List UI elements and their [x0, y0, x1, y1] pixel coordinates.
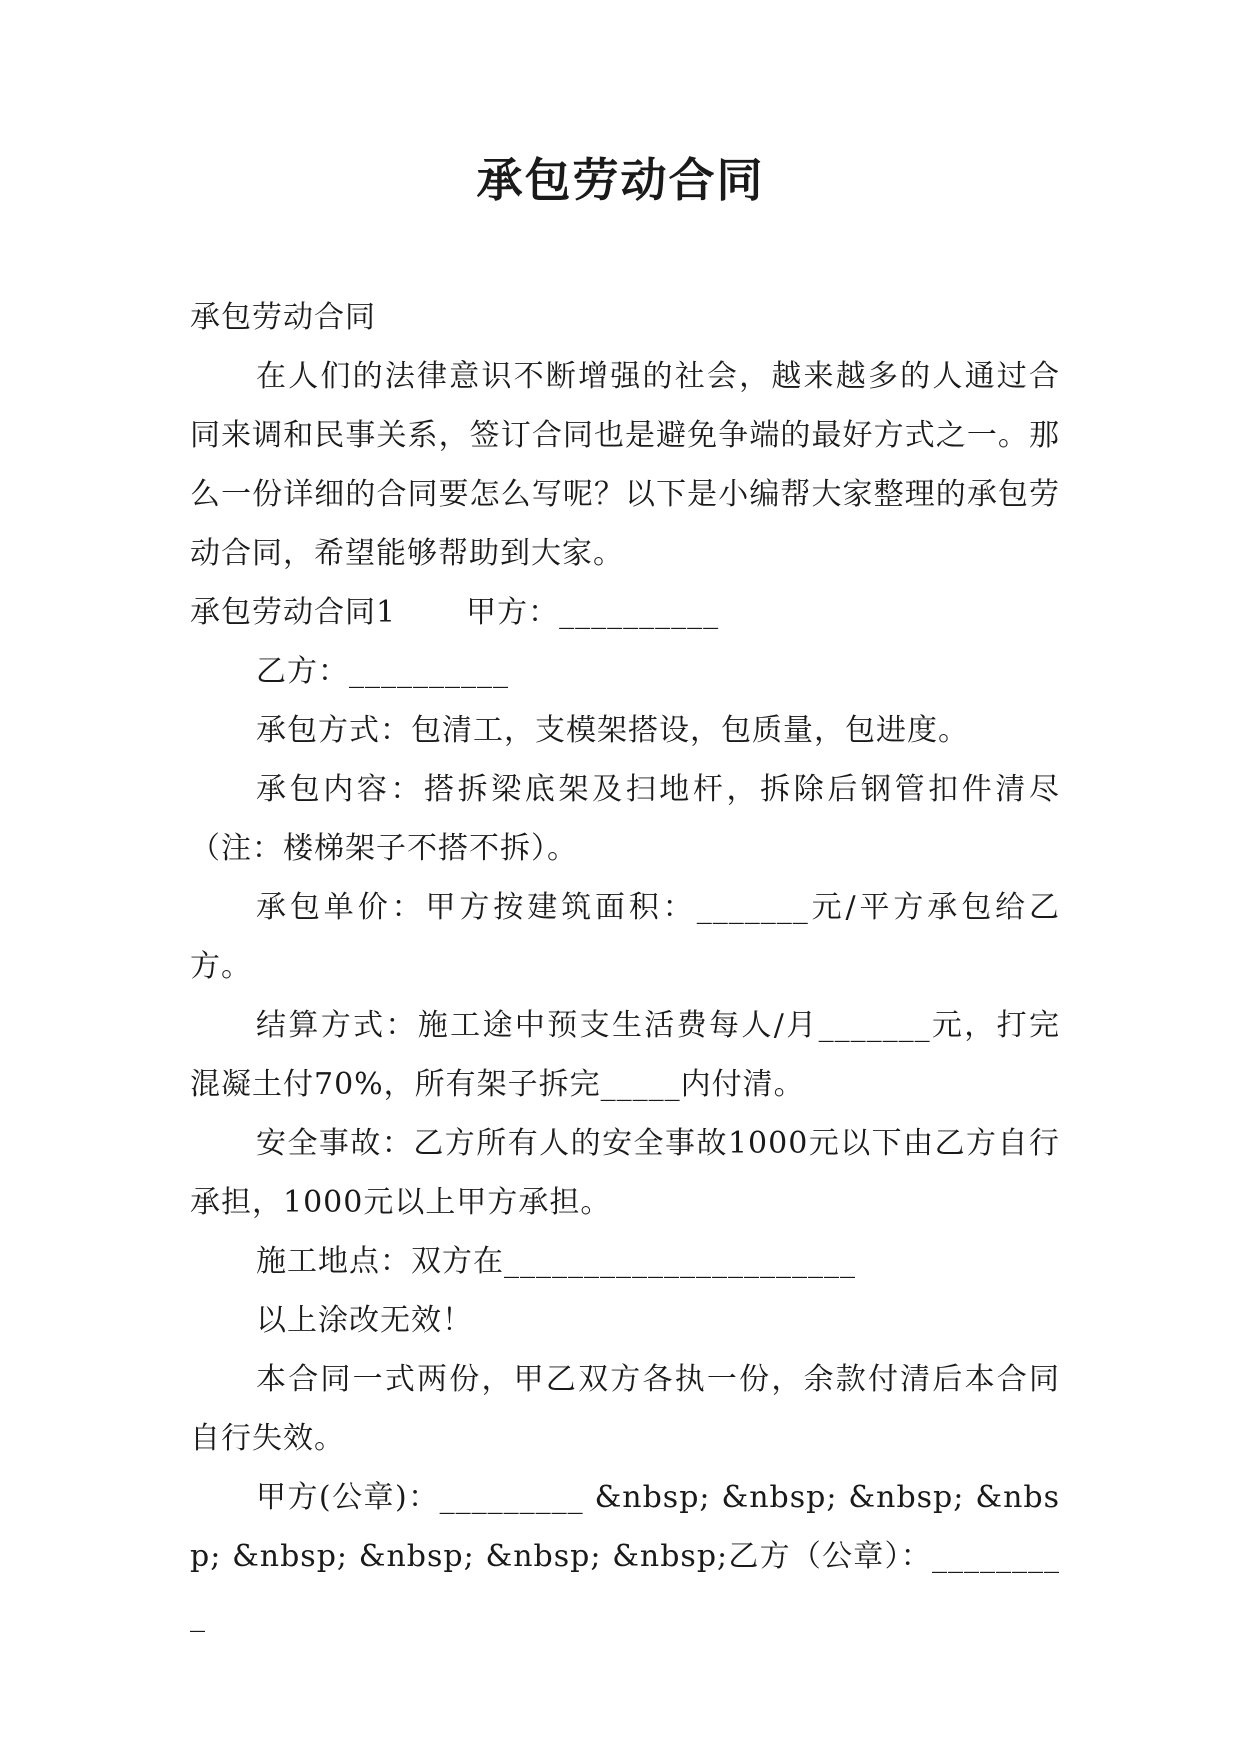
document-title: 承包劳动合同 — [476, 153, 765, 207]
construction-site: 施工地点：双方在______________________ — [256, 1244, 856, 1279]
contract-heading: 承包劳动合同1 — [190, 595, 397, 630]
signature-line: 甲方(公章)：_________ &nbsp; &nbsp; &nbsp; &nbsp; &nbsp; &nbsp; &nbsp; &nbsp;乙方（公章）：_________ — [190, 1480, 1060, 1633]
settlement-method: 结算方式：施工途中预支生活费每人/月_______元，打完混凝土付70%，所有架子拆完_____内付清。 — [190, 1008, 1060, 1102]
contract-heading-line — [190, 583, 1060, 642]
document-body — [190, 288, 1060, 1645]
party-b-line: 乙方：__________ — [256, 654, 509, 689]
alteration-notice: 以上涂改无效！ — [256, 1303, 473, 1338]
contract-method: 承包方式：包清工，支模架搭设，包质量，包进度。 — [256, 713, 969, 748]
party-a-line: 甲方：__________ — [466, 595, 720, 630]
document-subtitle: 承包劳动合同 — [190, 300, 376, 335]
contract-unit-price: 承包单价：甲方按建筑面积：_______元/平方承包给乙方。 — [190, 890, 1060, 984]
copies-clause: 本合同一式两份，甲乙双方各执一份，余款付清后本合同自行失效。 — [190, 1362, 1060, 1456]
contract-content: 承包内容：搭拆梁底架及扫地杆，拆除后钢管扣件清尽（注：楼梯架子不搭不拆）。 — [190, 772, 1060, 866]
intro-paragraph: 在人们的法律意识不断增强的社会，越来越多的人通过合同来调和民事关系，签订合同也是避免争端的最好方式之一。那么一份详细的合同要怎么写呢？以下是小编帮大家整理的承包劳动合同，希望能够帮助到大家。 — [190, 359, 1060, 571]
safety-accident: 安全事故：乙方所有人的安全事故1000元以下由乙方自行承担，1000元以上甲方承担。 — [190, 1126, 1060, 1220]
